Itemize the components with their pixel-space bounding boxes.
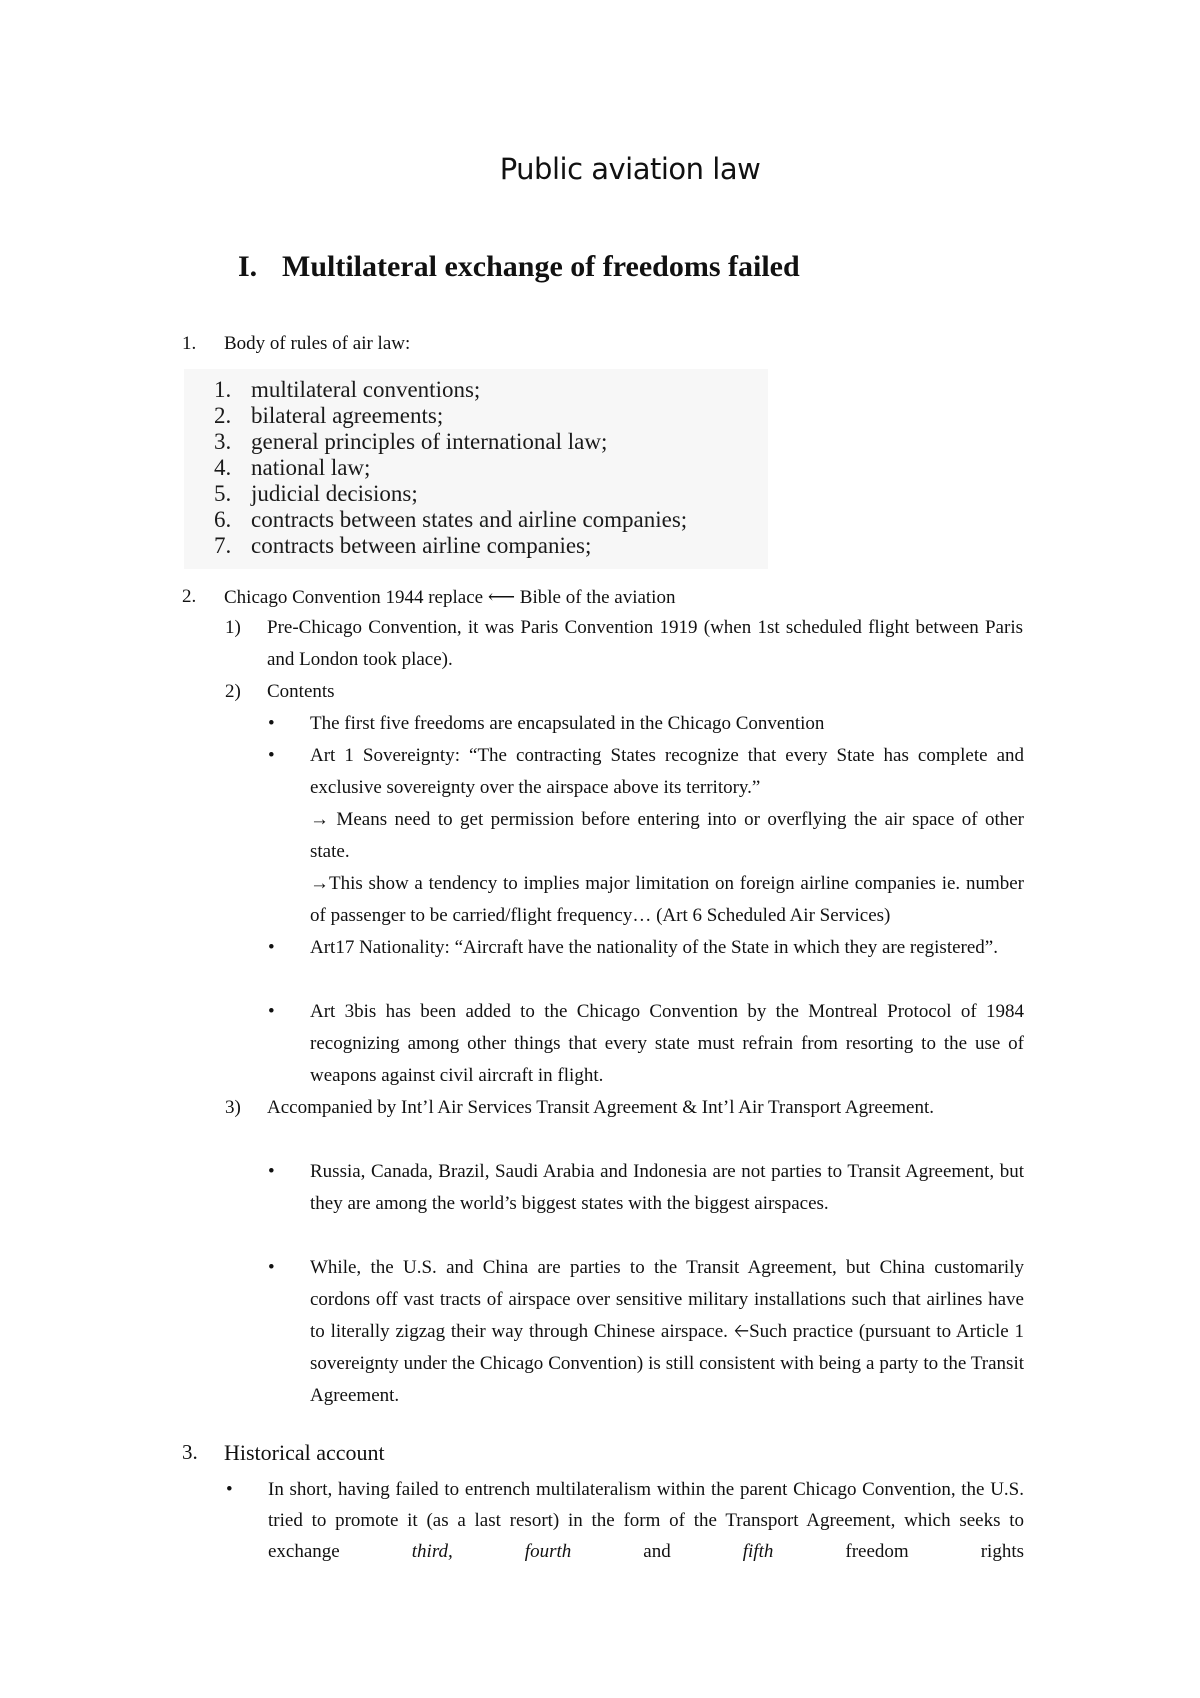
bullet-text: [268, 1474, 1024, 1567]
source-text: contracts between states and airline companies;: [251, 507, 688, 532]
list-number: 3.: [182, 1440, 198, 1464]
bullet-main-text: Art 1 Sovereignty: “The contracting States recognize that every State has complete and exclusive sovereignty over the airspace above its territory.”: [310, 745, 1024, 798]
source-text: contracts between airline companies;: [251, 533, 592, 558]
emphasis-fifth: fifth: [742, 1541, 774, 1562]
source-item: [214, 377, 768, 403]
bullet-text: While, the U.S. and China are parties to the Transit Agreement, but China customarily cordons off vast tracts of airspace over sensitive military installations such that airlines have to literally zigzag their way through Chinese airspace. 🡠Such practice (pursuant to Article 1 sovereignty under the Chicago Convention) is still consistent with being a party to the Transit Agreement.: [310, 1257, 1024, 1406]
sub-number: 1): [225, 617, 241, 638]
bullet-note: →This show a tendency to implies major limitation on foreign airline companies ie. number of passenger to be carried/flight frequency… (Art 6 Scheduled Air Services): [310, 873, 1024, 926]
list-text: Body of rules of air law:: [224, 333, 411, 354]
bullet-marker: •: [268, 713, 275, 734]
document-title: Public aviation law: [499, 152, 761, 186]
source-text: general principles of international law;: [251, 429, 608, 454]
bullet-marker: •: [268, 745, 275, 766]
bullet-text-run: freedom rights: [845, 1541, 1025, 1562]
sources-list: [184, 369, 768, 559]
source-item: [214, 507, 768, 533]
bullet-text: [310, 740, 1024, 932]
emphasis-third: third,: [411, 1541, 453, 1562]
list-number: 1.: [182, 333, 197, 354]
source-number: 1.: [214, 377, 232, 402]
source-number: 6.: [214, 507, 232, 532]
source-item: [214, 429, 768, 455]
source-text: judicial decisions;: [251, 481, 418, 506]
bullet-marker: •: [268, 937, 275, 958]
source-number: 3.: [214, 429, 232, 454]
source-number: 7.: [214, 533, 232, 558]
sub-number: 2): [225, 681, 241, 702]
sub-number: 3): [225, 1097, 241, 1118]
source-item: [214, 533, 768, 559]
bullet-marker: •: [268, 1001, 275, 1022]
sub-text: Pre-Chicago Convention, it was Paris Convention 1919 (when 1st scheduled flight between Paris and London took place).: [267, 617, 1023, 670]
bullet-marker: •: [268, 1257, 275, 1278]
bullet-text: The first five freedoms are encapsulated in the Chicago Convention: [310, 713, 825, 734]
bullet-text: Art 3bis has been added to the Chicago Convention by the Montreal Protocol of 1984 recognizing among other things that every state must refrain from resorting to the use of weapons against civil aircraft in flight.: [310, 1001, 1024, 1086]
emphasis-fourth: fourth: [524, 1541, 572, 1562]
source-item: [214, 403, 768, 429]
source-text: national law;: [251, 455, 371, 480]
bullet-note: → Means need to get permission before entering into or overflying the air space of other state.: [310, 809, 1024, 862]
list-text: Historical account: [224, 1440, 385, 1465]
sub-text: Contents: [267, 681, 335, 702]
section-heading-text: Multilateral exchange of freedoms failed: [282, 250, 800, 283]
section-number: I.: [238, 250, 258, 283]
bullet-text-run: and: [643, 1541, 671, 1562]
source-text: bilateral agreements;: [251, 403, 444, 428]
sources-image: [184, 369, 768, 569]
bullet-marker: •: [226, 1479, 233, 1500]
section-heading: [238, 250, 800, 284]
bullet-text: Art17 Nationality: “Aircraft have the nationality of the State in which they are registered”.: [310, 937, 998, 958]
source-number: 2.: [214, 403, 232, 428]
source-number: 4.: [214, 455, 232, 480]
list-number: 2.: [182, 586, 197, 607]
bullet-text: Russia, Canada, Brazil, Saudi Arabia and Indonesia are not parties to Transit Agreement, but they are among the world’s biggest states with the biggest airspaces.: [310, 1161, 1024, 1214]
source-item: [214, 481, 768, 507]
bullet-text-run: In short, having failed to entrench multilateralism within the parent Chicago Convention, the U.S. tried to promote it (as a last resort) in the form of the Transport Agreement, which seeks to exchange: [268, 1479, 1024, 1562]
bullet-marker: •: [268, 1161, 275, 1182]
list-text: Chicago Convention 1944 replace ⟵ Bible of the aviation: [224, 587, 676, 608]
source-item: [214, 455, 768, 481]
source-number: 5.: [214, 481, 232, 506]
source-text: multilateral conventions;: [251, 377, 481, 402]
sub-text: Accompanied by Int’l Air Services Transit Agreement & Int’l Air Transport Agreement.: [267, 1097, 935, 1118]
